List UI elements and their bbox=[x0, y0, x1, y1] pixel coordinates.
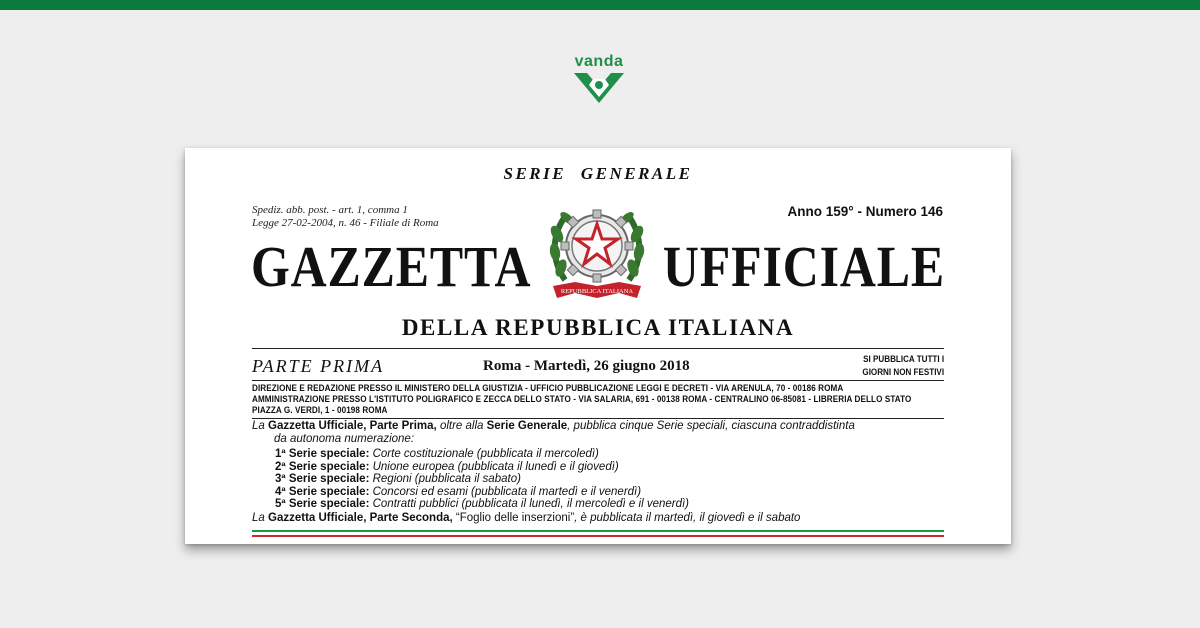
serie-text: Concorsi ed esami (pubblicata il martedì e il venerdì) bbox=[372, 485, 642, 498]
serie-generale-heading: SERIE GENERALE bbox=[503, 164, 693, 183]
ps-rest: , è pubblicata il martedì, il giovedì e il sabato bbox=[574, 512, 801, 524]
serie-text: Contratti pubblici (pubblicata il lunedì, il mercoledì e il venerdì) bbox=[372, 498, 690, 511]
direzione-block bbox=[252, 383, 945, 416]
spediz-line-1: Spediz. abb. post. - art. 1, comma 1 bbox=[252, 204, 408, 216]
vanda-logo bbox=[566, 53, 632, 113]
heart-shield-icon bbox=[571, 69, 627, 111]
list-item bbox=[275, 498, 689, 511]
publication-frequency bbox=[862, 353, 944, 379]
spediz-line-2: Legge 27-02-2004, n. 46 - Filiale di Roma bbox=[252, 217, 439, 229]
pubblica-line-1: SI PUBBLICA TUTTI I bbox=[863, 354, 944, 365]
serie-text: Corte costituzionale (pubblicata il mercoledì) bbox=[372, 448, 599, 460]
intro-gu-parte-prima: Gazzetta Ufficiale, Parte Prima, bbox=[268, 420, 437, 432]
intro-oltre: oltre alla bbox=[439, 420, 484, 432]
intro-paragraph bbox=[252, 420, 944, 445]
flag-stripe-green bbox=[252, 530, 944, 532]
parte-prima-label: PARTE PRIMA bbox=[252, 356, 385, 376]
pubblica-line-2: GIORNI NON FESTIVI bbox=[862, 367, 944, 378]
intro-serie-generale: Serie Generale bbox=[486, 420, 568, 432]
emblem-repubblica-icon bbox=[545, 194, 649, 306]
masthead-gazzetta: GAZZETTA bbox=[251, 234, 532, 299]
parte-seconda-note bbox=[252, 512, 952, 525]
divider-middle bbox=[252, 380, 944, 381]
gazzetta-document bbox=[185, 148, 1011, 544]
direzione-line-1: DIREZIONE E REDAZIONE PRESSO IL MINISTERO DELLA GIUSTIZIA - UFFICIO PUBBLICAZIONE LEGGI E DECRETI - VIA ARENULA, 70 - 00186 ROMA bbox=[252, 383, 844, 394]
serie-label: 5ª Serie speciale: bbox=[275, 498, 370, 511]
divider-bottom bbox=[252, 418, 944, 419]
ps-foglio: “Foglio delle inserzioni” bbox=[455, 512, 575, 524]
issue-number: Anno 159° - Numero 146 bbox=[787, 204, 943, 219]
serie-speciali-list bbox=[275, 448, 689, 511]
divider-top bbox=[252, 348, 944, 349]
intro-rest: , pubblica cinque Serie speciali, ciascuna contraddistinta bbox=[567, 420, 855, 432]
spediz-note bbox=[252, 204, 439, 230]
emblem-ribbon-text: REPUBBLICA ITALIANA bbox=[560, 288, 634, 295]
logo-wordmark: vanda bbox=[574, 53, 624, 70]
serie-text: Regioni (pubblicata il sabato) bbox=[372, 473, 521, 486]
top-accent-bar bbox=[0, 0, 1200, 10]
serie-label: 3ª Serie speciale: bbox=[275, 473, 370, 486]
masthead-ufficiale: UFFICIALE bbox=[662, 234, 945, 299]
intro-la: La bbox=[252, 420, 265, 432]
serie-text: Unione europea (pubblicata il lunedì e il giovedì) bbox=[372, 460, 619, 473]
intro-line-2: da autonoma numerazione: bbox=[274, 432, 415, 445]
serie-label: 1ª Serie speciale: bbox=[275, 448, 370, 460]
list-item bbox=[275, 486, 689, 499]
masthead-subtitle: DELLA REPUBBLICA ITALIANA bbox=[401, 315, 795, 340]
serie-label: 2ª Serie speciale: bbox=[275, 460, 370, 473]
flag-stripe-red bbox=[252, 535, 944, 537]
serie-label: 4ª Serie speciale: bbox=[275, 485, 370, 498]
list-item bbox=[275, 448, 689, 461]
ps-la: La bbox=[252, 512, 265, 524]
ps-gu: Gazzetta Ufficiale, Parte Seconda, bbox=[268, 512, 453, 524]
issue-date: Roma - Martedì, 26 giugno 2018 bbox=[483, 358, 690, 374]
list-item bbox=[275, 461, 689, 474]
list-item bbox=[275, 473, 689, 486]
direzione-line-2: AMMINISTRAZIONE PRESSO L'ISTITUTO POLIGRAFICO E ZECCA DELLO STATO - VIA SALARIA, 691 - 00138 ROMA - CENTRALINO 06-85081 - LIBRERIA DELLO STATO bbox=[252, 394, 912, 405]
direzione-line-3: PIAZZA G. VERDI, 1 - 00198 ROMA bbox=[252, 405, 388, 416]
